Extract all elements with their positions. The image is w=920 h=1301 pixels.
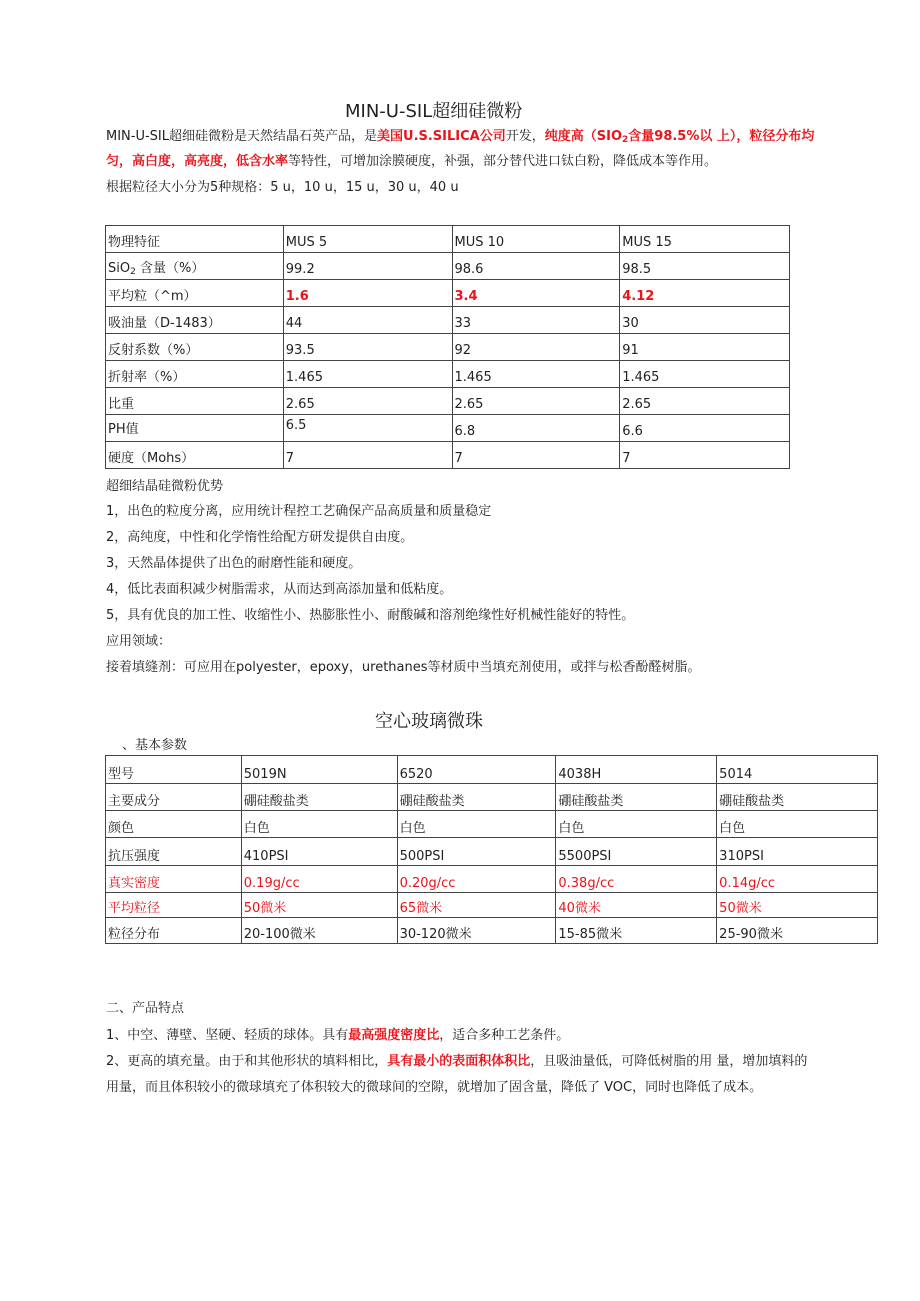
table-row (106, 388, 790, 415)
table-cell: 抗压强度 (106, 838, 242, 866)
table-cell: 白色 (717, 811, 878, 838)
table-cell: 44 (283, 307, 452, 334)
table-cell: 2.65 (452, 388, 620, 415)
table-row (106, 361, 790, 388)
intro-line-3: 根据粒径大小分为5种规格：5 u，10 u，15 u，30 u，40 u (106, 180, 459, 195)
table-cell: 硼硅酸盐类 (556, 784, 717, 811)
feature-item-2-cont: 用量，而且体积较小的微球填充了体积较大的微球间的空隙，就增加了固含量，降低了 VOC，同时也降低了成本。 (106, 1080, 763, 1095)
feature-item-1: 1、中空、薄壁、坚硬、轻质的球体。具有最高强度密度比，适合多种工艺条件。 (106, 1028, 570, 1043)
advantage-item: 3，天然晶体提供了出色的耐磨性能和硬度。 (106, 556, 362, 571)
feature-highlight: 具有最小的表面积体积比 (387, 1054, 531, 1069)
table-cell: 型号 (106, 756, 242, 784)
table-cell: 折射率（%） (106, 361, 284, 388)
table-cell: 2.65 (620, 388, 790, 415)
advantages-heading: 超细结晶硅微粉优势 (106, 479, 224, 494)
spec-table-minusil (105, 225, 790, 469)
table-header: MUS 15 (620, 226, 790, 253)
table-cell: 真实密度 (106, 866, 242, 893)
table-cell: 91 (620, 334, 790, 361)
table-cell: 50微米 (241, 893, 397, 918)
table-cell: 33 (452, 307, 620, 334)
application-heading: 应用领域： (106, 634, 172, 649)
table-cell: SiO$_2$ 含量（%） (106, 253, 284, 280)
table-cell: 4038H (556, 756, 717, 784)
table-cell: 白色 (397, 811, 556, 838)
table-cell: 6.6 (620, 415, 790, 442)
table-cell: 410PSI (241, 838, 397, 866)
table-row (106, 918, 878, 944)
table-cell: 1.465 (620, 361, 790, 388)
table-header-row (106, 226, 790, 253)
table-cell: 粒径分布 (106, 918, 242, 944)
table-cell: 6.5 (283, 415, 452, 442)
table-cell: 1.6 (283, 280, 452, 307)
purity-highlight: 纯度高（$SIO_2$含量98.5%以 上），粒径分布均 (544, 129, 815, 145)
table-cell: 5014 (717, 756, 878, 784)
table-cell: 7 (283, 442, 452, 469)
advantage-item: 4，低比表面积减少树脂需求，从而达到高添加量和低粘度。 (106, 582, 453, 597)
table-header: 物理特征 (106, 226, 284, 253)
advantage-item: 5，具有优良的加工性、收缩性小、热膨胀性小、耐酸碱和溶剂绝缘性好机械性能好的特性。 (106, 608, 635, 623)
table-row (106, 253, 790, 280)
table-cell: 0.38g/cc (556, 866, 717, 893)
table-row (106, 442, 790, 469)
table-cell: 6520 (397, 756, 556, 784)
intro-text: 等特性，可增加涂膜硬度，补强，部分替代进口钛白粉，降低成本等作用。 (288, 154, 718, 169)
table-cell: 1.465 (452, 361, 620, 388)
table-cell: 3.4 (452, 280, 620, 307)
table-cell: 98.6 (452, 253, 620, 280)
table-cell: 主要成分 (106, 784, 242, 811)
table-cell: 15-85微米 (556, 918, 717, 944)
table-cell: PH值 (106, 415, 284, 442)
table-cell: 白色 (556, 811, 717, 838)
table-cell: 吸油量（D-1483） (106, 307, 284, 334)
table-cell: 50微米 (717, 893, 878, 918)
table-cell: 25-90微米 (717, 918, 878, 944)
table-cell: 92 (452, 334, 620, 361)
table-row (106, 334, 790, 361)
table-header: MUS 10 (452, 226, 620, 253)
table-cell: 4.12 (620, 280, 790, 307)
table-cell: 0.20g/cc (397, 866, 556, 893)
table-cell: 93.5 (283, 334, 452, 361)
features-heading: 二、产品特点 (106, 1001, 185, 1016)
table-row (106, 756, 878, 784)
table-cell: 98.5 (620, 253, 790, 280)
table-cell: 0.14g/cc (717, 866, 878, 893)
spec-table-glass-beads (105, 755, 878, 944)
company-highlight: 美国U.S.SILICA公司 (377, 129, 506, 144)
table-cell: 5019N (241, 756, 397, 784)
table-cell: 比重 (106, 388, 284, 415)
advantage-item: 2，高纯度，中性和化学惰性给配方研发提供自由度。 (106, 530, 414, 545)
table-cell: 5500PSI (556, 838, 717, 866)
table-row (106, 811, 878, 838)
table-cell: 1.465 (283, 361, 452, 388)
table-cell: 硼硅酸盐类 (397, 784, 556, 811)
table-cell: 99.2 (283, 253, 452, 280)
feature-item-2: 2、更高的填充量。由于和其他形状的填料相比，具有最小的表面积体积比，且吸油量低，可降低树脂的用 量，增加填料的 (106, 1054, 808, 1069)
table-header: MUS 5 (283, 226, 452, 253)
table-row (106, 784, 878, 811)
feature-highlight: 最高强度密度比 (348, 1028, 440, 1043)
doc-title: MIN-U-SIL超细硅微粉 (345, 101, 523, 122)
table-cell: 硼硅酸盐类 (717, 784, 878, 811)
table-row (106, 280, 790, 307)
table-cell: 反射系数（%） (106, 334, 284, 361)
application-text: 接着填缝剂：可应用在polyester，epoxy，urethanes等材质中当填充剂使用，或拌与松香酚醛树脂。 (106, 660, 701, 675)
intro-line-1 (106, 128, 814, 149)
advantage-item: 1，出色的粒度分离，应用统计程控工艺确保产品高质量和质量稳定 (106, 504, 492, 519)
table-row (106, 893, 878, 918)
table-cell: 硼硅酸盐类 (241, 784, 397, 811)
table-cell: 20-100微米 (241, 918, 397, 944)
table-row (106, 838, 878, 866)
section-title-glass-beads: 空心玻璃微珠 (375, 711, 483, 732)
intro-text: MIN-U-SIL超细硅微粉是天然结晶石英产品，是 (106, 129, 378, 144)
table-cell: 6.8 (452, 415, 620, 442)
table-row (106, 415, 790, 442)
table-cell: 2.65 (283, 388, 452, 415)
table-cell: 30 (620, 307, 790, 334)
basic-params-heading: 、基本参数 (122, 738, 188, 753)
table-cell: 颜色 (106, 811, 242, 838)
table-cell: 白色 (241, 811, 397, 838)
table-row (106, 866, 878, 893)
table-cell: 平均粒径 (106, 893, 242, 918)
table-cell: 平均粒（^m） (106, 280, 284, 307)
properties-highlight: 匀，高白度，高亮度，低含水率 (106, 154, 289, 169)
table-row (106, 307, 790, 334)
table-cell: 40微米 (556, 893, 717, 918)
table-cell: 65微米 (397, 893, 556, 918)
table-cell: 500PSI (397, 838, 556, 866)
table-cell: 310PSI (717, 838, 878, 866)
table-cell: 硬度（Mohs） (106, 442, 284, 469)
table-cell: 30-120微米 (397, 918, 556, 944)
table-cell: 0.19g/cc (241, 866, 397, 893)
intro-text: 开发， (505, 129, 545, 144)
table-cell: 7 (452, 442, 620, 469)
intro-line-2 (106, 153, 717, 171)
table-cell: 7 (620, 442, 790, 469)
